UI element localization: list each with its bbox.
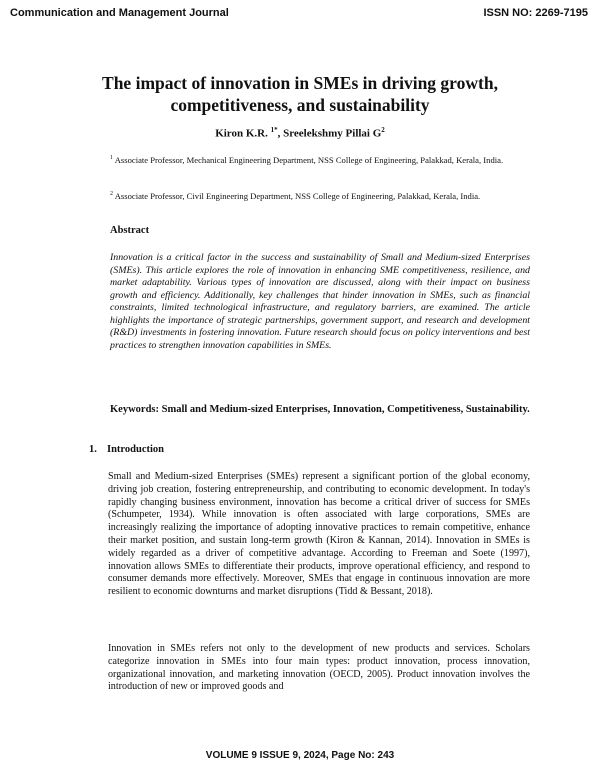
- affiliation-text: Associate Professor, Civil Engineering Department, NSS College of Engineering, Palakkad, Kerala, India.: [114, 190, 481, 201]
- affiliation: [110, 188, 530, 202]
- section-title: Introduction: [107, 444, 164, 455]
- body-paragraph: Small and Medium-sized Enterprises (SMEs) represent a significant portion of the global economy, driving job creation, fostering entrepreneurship, and contributing to economic development. In today's rapidly changing business environment, innovation has become a critical driver of success for SMEs (Schumpeter, 1934). While innovation is often associated with large corporations, SMEs are increasingly realizing the importance of adopting innovative practices to remain competitive, enhance their market position, and sustain long-term growth (Kiron & Kannan, 2014). Innovation in SMEs is widely regarded as a driver of competitive advantage. According to Freeman and Soete (1997), innovation allows SMEs to differentiate their products, improve operational efficiency, and respond to consumer demands more effectively. Moreover, SMEs that engage in continuous innovation are more resilient to economic downturns and market disruptions (Tidd & Bessant, 2018).: [108, 471, 530, 598]
- affiliation-mark: 1: [110, 155, 113, 161]
- author-name: Sreelekshmy Pillai G: [283, 127, 382, 140]
- affiliation-text: Associate Professor, Mechanical Engineering Department, NSS College of Engineering, Palakkad, Kerala, India.: [114, 154, 504, 165]
- body-paragraph: Innovation in SMEs refers not only to the development of new products and services. Scholars categorize innovation in SMEs into four main types: product innovation, process innovation, organizational innovation, and marketing innovation (OECD, 2005). Product innovation involves the introduction of new or improved goods and: [108, 643, 530, 693]
- page-footer: VOLUME 9 ISSUE 9, 2024, Page No: 243: [205, 750, 395, 761]
- keywords: Keywords: Small and Medium-sized Enterprises, Innovation, Competitiveness, Sustainability.: [110, 404, 530, 415]
- abstract-heading: Abstract: [110, 225, 150, 236]
- issn-number: ISSN NO: 2269-7195: [483, 7, 588, 19]
- journal-name: Communication and Management Journal: [10, 7, 229, 19]
- author-affiliation-mark: 1*: [270, 126, 278, 134]
- author-line: [40, 126, 560, 140]
- abstract-text: Innovation is a critical factor in the success and sustainability of Small and Medium-sized Enterprises (SMEs). This article explores the role of innovation in enhancing SME competitiveness, resilience, and market adaptability. Various types of innovation are discussed, along with their impact on business growth and efficiency. Additionally, key challenges that hinder innovation in SMEs, such as financial constraints, limited technological infrastructure, and regulatory barriers, are examined. The article highlights the importance of strategic partnerships, government support, and research and development (R&D) investments in fostering innovation. Future research should focus on policy interventions and best practices to strengthen innovation capabilities in SMEs.: [110, 252, 530, 351]
- paper-title: The impact of innovation in SMEs in driving growth, competitiveness, and sustainability: [102, 73, 498, 115]
- author-affiliation-mark: 2: [381, 126, 385, 134]
- affiliation-mark: 2: [110, 191, 113, 197]
- author-name: Kiron K.R.: [215, 127, 271, 140]
- author-separator: ,: [277, 127, 284, 140]
- section-number: 1.: [89, 444, 97, 455]
- affiliation: [110, 152, 530, 166]
